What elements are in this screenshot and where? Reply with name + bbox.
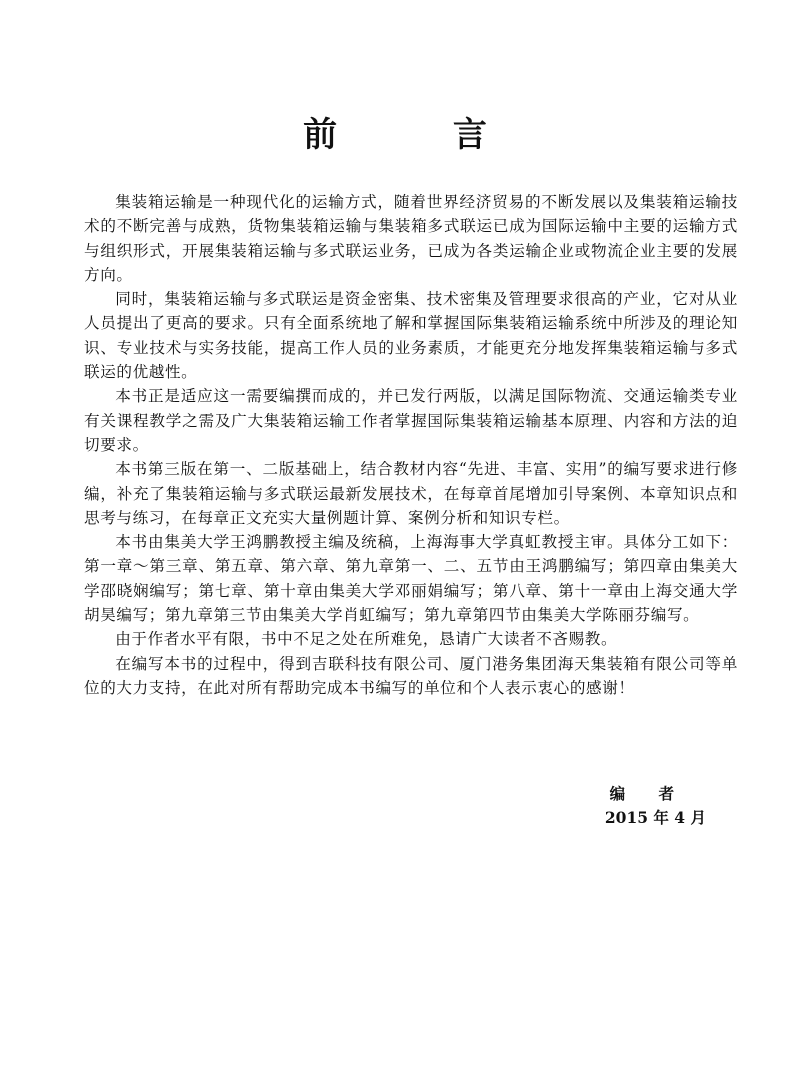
paragraph: 集装箱运输是一种现代化的运输方式，随着世界经济贸易的不断发展以及集装箱运输技术的不断完善与成熟，货物集装箱运输与集装箱多式联运已成为国际运输中主要的运输方式与组织形式，开展集装箱运输与多式联运业务，已成为各类运输企业或物流企业主要的发展方向。 [84, 193, 738, 284]
signature-date: 2015 年 4 月 [604, 808, 706, 827]
paragraph: 本书由集美大学王鸿鹏教授主编及统稿，上海海事大学真虹教授主审。具体分工如下：第一章～第三章、第五章、第六章、第九章第一、二、五节由王鸿鹏编写；第四章由集美大学邵晓娴编写；第七章、第十章由集美大学邓丽娟编写；第八章、第十一章由上海交通大学胡昊编写；第九章第三节由集美大学肖虹编写；第九章第四节由集美大学陈丽芬编写。 [84, 533, 738, 625]
paragraph: 本书第三版在第一、二版基础上，结合教材内容“先进、丰富、实用”的编写要求进行修编，补充了集装箱运输与多式联运最新发展技术，在每章首尾增加引导案例、本章知识点和思考与练习，在每章正文充实大量例题计算、案例分析和知识专栏。 [84, 460, 738, 527]
paragraph: 本书正是适应这一需要编撰而成的，并已发行两版，以满足国际物流、交通运输类专业有关课程教学之需及广大集装箱运输工作者掌握国际集装箱运输基本原理、内容和方法的迫切要求。 [84, 387, 738, 454]
signature-block [566, 782, 706, 830]
paragraph: 在编写本书的过程中，得到吉联科技有限公司、厦门港务集团海天集装箱有限公司等单位的大力支持，在此对所有帮助完成本书编写的单位和个人表示衷心的感谢！ [84, 654, 738, 697]
page-title: 前 言 [303, 115, 539, 155]
paragraph: 同时，集装箱运输与多式联运是资金密集、技术密集及管理要求很高的产业，它对从业人员提出了更高的要求。只有全面系统地了解和掌握国际集装箱运输系统中所涉及的理论知识、专业技术与实务技能，提高工作人员的业务素质，才能更充分地发挥集装箱运输与多式联运的优越性。 [84, 290, 738, 382]
preface-body [84, 190, 738, 700]
paragraph: 由于作者水平有限，书中不足之处在所难免，恳请广大读者不吝赐教。 [115, 630, 618, 649]
signature-author: 编 者 [609, 784, 688, 803]
